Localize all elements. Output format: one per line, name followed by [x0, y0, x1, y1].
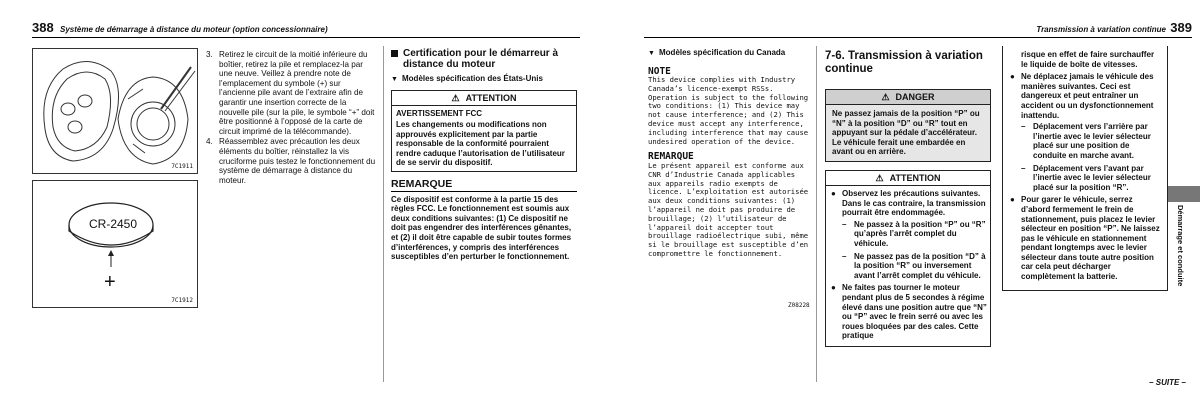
side-tab-label: Démarrage et conduite	[1176, 205, 1185, 287]
battery-label: CR-2450	[89, 217, 138, 231]
fcc-text: Les changements ou modifications non approuvés explicitement par la partie responsable de la conformité pourraient rendre caduque l’autorisation de l’utilisateur de se servir du dispositif.	[396, 120, 565, 168]
list-item: ● Ne déplacez jamais le véhicule des manières suivantes. Ceci est dangereux et peut entraîner un accident ou un dysfonctionnement inattendu. – Déplacement vers l’arrière par l’inertie avec le levier sélecteur placé sur une position de conduite en marche avant. – Déplacement vers l’avant par l’inertie avec le levier sélecteur placé sur la position “R”.	[1007, 72, 1163, 192]
image-code: Z08228	[788, 302, 810, 309]
left-header-title: Système de démarrage à distance du moteur (option concessionnaire)	[60, 25, 328, 34]
right-page-number: 389	[1170, 20, 1192, 35]
warning-icon: ⚠	[881, 92, 890, 102]
remarque-heading: REMARQUE	[648, 151, 694, 163]
attention-header: ⚠ ATTENTION	[392, 91, 576, 106]
attention-header: ⚠ ATTENTION	[826, 171, 990, 186]
section-title: 7-6. Transmission à variation continue	[825, 50, 983, 75]
warning-icon: ⚠	[875, 172, 884, 183]
attention-box	[391, 90, 577, 173]
bullet-icon: ●	[1010, 72, 1015, 82]
remarque-text: Le présent appareil est conforme aux CNR d’Industrie Canada applicables aux appareils radio exempts de licence. L’exploitation est autorisée aux deux conditions suivantes: (1) l’appareil ne doit pas produire de brouillage; (2) l’utilisateur de l’appareil doit accepter tout brouillage radioélectrique subi, même si le brouillage est susceptible d’en compromettre le fonctionnement.	[648, 161, 809, 259]
suite-label: – SUITE –	[1149, 378, 1186, 387]
fig1-code: 7C1911	[171, 163, 193, 170]
canada-models-subtitle: ▼ Modèles spécification du Canada	[648, 48, 786, 57]
list-item: – Ne passez pas de la position “D” à la position “R” ou inversement avant l’arrêt complet du véhicule.	[842, 251, 986, 280]
list-item: ● Pour garer le véhicule, serrez d’abord fermement le frein de stationnement, puis placez le levier sélecteur en position “P”. Ne laissez pas le véhicule en stationnement pendant longtemps avec le levier sélecteur dans toute autre position car cela peut décharger complètement la batterie.	[1010, 195, 1160, 282]
danger-text: Ne passez jamais de la position “P” ou “N” à la position “D” ou “R” tout en appuyant sur la pédale d’accélérateur. Le véhicule ferait une embardée en avant ou en arrière.	[826, 105, 990, 161]
square-bullet-icon	[391, 50, 398, 57]
plus-symbol: +	[104, 271, 116, 293]
continuation-column	[1002, 46, 1168, 291]
bullet-icon: ●	[1010, 195, 1015, 205]
remark-heading: REMARQUE	[391, 180, 577, 192]
left-header	[32, 16, 580, 38]
canada-column	[648, 48, 810, 259]
right-header-title: Transmission à variation continue	[1036, 25, 1166, 34]
certification-column	[391, 48, 577, 262]
step-item: 4. Réassemblez avec précaution les deux éléments du boîtier, réinstallez la vis cruciforme puis testez le fonctionnement du système de démarrage à distance du moteur.	[206, 137, 376, 185]
list-item: – Ne passez à la position “P” ou “R” qu’après l’arrêt complet du véhicule.	[842, 219, 986, 248]
attention-box	[825, 170, 991, 347]
warning-icon: ⚠	[451, 92, 460, 103]
bullet-icon: ●	[831, 283, 836, 293]
list-item: – Déplacement vers l’avant par l’inertie avec le levier sélecteur placé sur la position “R”.	[1021, 163, 1151, 192]
danger-header: ⚠ DANGER	[826, 90, 990, 105]
cert-title: Certification pour le démarreur à distance du moteur	[391, 48, 577, 70]
right-header	[644, 16, 1192, 38]
key-fob-figure	[32, 48, 198, 174]
battery-figure	[32, 180, 198, 308]
danger-box	[825, 89, 991, 162]
us-models-subtitle: ▼ Modèles spécification des États-Unis	[391, 74, 543, 83]
chapter-tab	[1168, 186, 1200, 202]
triangle-down-icon: ▼	[391, 76, 398, 83]
remark-text: Ce dispositif est conforme à la partie 15 des règles FCC. Le fonctionnement est soumis aux deux conditions suivantes: (1) Ce dispositif ne doit pas engendrer des interférences gênantes, et (2) il doit être capable de subir toutes formes d’interférences, y compris des interférences susceptibles d’en perturber le fonctionnement.	[391, 194, 572, 262]
fig2-code: 7C1912	[171, 297, 193, 304]
attention-body	[392, 106, 576, 172]
note-text: This device complies with Industry Canada’s licence-exempt RSSs. Operation is subject to the following two conditions: (1) This device may not cause interference; and (2) This device must accept any interference, including interference that may cause undesired operation of the device.	[648, 75, 809, 146]
key-fob-drawing	[33, 49, 197, 173]
steps-column	[206, 50, 376, 186]
transmission-column	[825, 50, 991, 347]
column-divider	[383, 46, 384, 382]
list-item: ● Ne faites pas tourner le moteur pendant plus de 5 secondes à régime élevé dans une position autre que “N” ou “P” avec le frein serré ou avec les roues bloquées par des cales. Cette pratique	[831, 283, 987, 341]
list-item: ● Observez les précautions suivantes. Dans le cas contraire, la transmission pourrait être endommagée. – Ne passez à la position “P” ou “R” qu’après l’arrêt complet du véhicule. – Ne passez pas de la position “D” à la position “R” ou inversement avant l’arrêt complet du véhicule.	[828, 189, 988, 280]
bullet-icon: ●	[831, 188, 836, 198]
attention-body	[826, 186, 990, 346]
step-item: 3. Retirez le circuit de la moitié inférieure du boîtier, retirez la pile et remplacez-la par une neuve. Veillez à prendre note de l’emplacement du symbole (+) sur l’ancienne pile avant de l’extraire afin de garantir une insertion correcte de la nouvelle pile (sur la pile, le symbole “+” doit être positionné à l’opposé de la carte de circuit imprimé de la télécommande).	[206, 50, 375, 136]
left-page-number: 388	[32, 20, 54, 35]
list-item: – Déplacement vers l’arrière par l’inertie avec le levier sélecteur placé sur une position de conduite en marche avant.	[1021, 122, 1151, 160]
note-heading: NOTE	[648, 65, 671, 77]
triangle-down-icon: ▼	[648, 50, 655, 57]
continuation-text: risque en effet de faire surchauffer le liquide de boîte de vitesses.	[1021, 50, 1155, 69]
fcc-heading: AVERTISSEMENT FCC	[396, 108, 483, 118]
column-divider	[816, 46, 817, 382]
